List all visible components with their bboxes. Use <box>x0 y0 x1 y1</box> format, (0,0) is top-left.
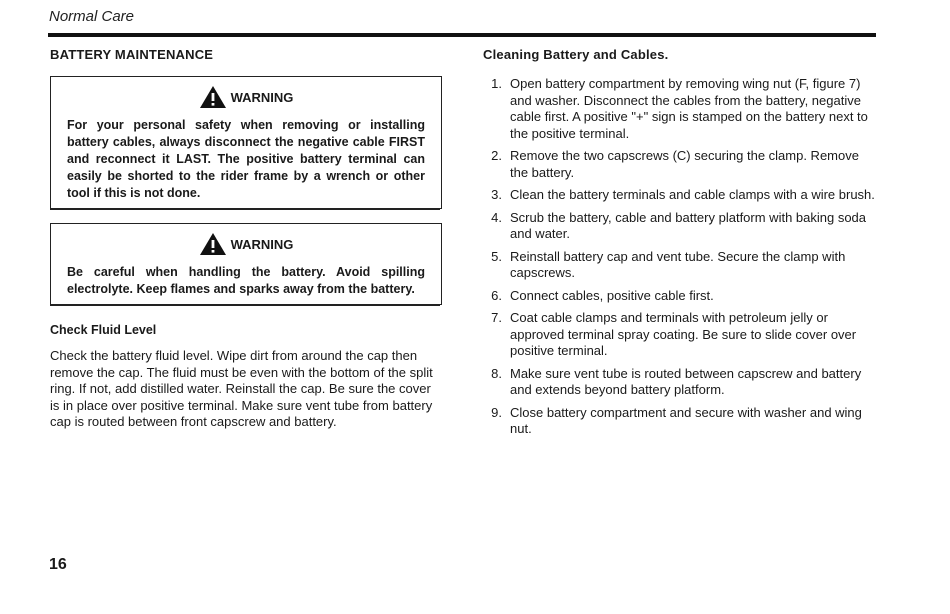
step-number: 2. <box>491 148 502 163</box>
list-item <box>483 148 877 181</box>
list-item <box>483 249 877 282</box>
warning-triangle-icon <box>199 232 227 256</box>
page-number: 16 <box>49 556 67 573</box>
left-column <box>50 47 442 431</box>
page-section-title: Normal Care <box>49 8 135 25</box>
step-text: Remove the two capscrews (C) securing the clamp. Remove the battery. <box>510 148 859 180</box>
check-fluid-level-heading: Check Fluid Level <box>50 323 157 337</box>
step-number: 5. <box>491 248 502 264</box>
step-number: 9. <box>491 404 502 420</box>
list-item <box>483 210 877 243</box>
warning-box-electrolyte <box>50 223 442 305</box>
header-rule <box>48 33 876 37</box>
step-number: 7. <box>491 310 502 325</box>
step-text: Reinstall battery cap and vent tube. Secure the clamp with capscrews. <box>510 248 846 280</box>
battery-maintenance-heading: BATTERY MAINTENANCE <box>50 47 214 62</box>
step-text: Connect cables, positive cable first. <box>510 287 714 303</box>
list-item <box>483 187 877 204</box>
list-item <box>483 366 877 399</box>
step-text: Coat cable clamps and terminals with petroleum jelly or approved terminal spray coating. Be sure to slide cover over positive terminal. <box>510 310 857 358</box>
warning-header <box>67 232 425 256</box>
list-item <box>483 405 877 438</box>
cleaning-heading: Cleaning Battery and Cables. <box>483 47 669 62</box>
step-text: Close battery compartment and secure with washer and wing nut. <box>510 404 862 436</box>
warning-text: For your personal safety when removing or installing battery cables, always disconnect the negative cable FIRST and reconnect it LAST. The positive battery terminal can easily be shorted to the rider frame by a wrench or other tool if this is not done. <box>67 118 425 200</box>
check-fluid-level-text: Check the battery fluid level. Wipe dirt from around the cap then remove the cap. The fluid must be even with the bottom of the split ring. If not, add distilled water. Reinstall the cap. Be sure the cover is in place over positive terminal. Make sure vent tube from battery cap is routed between front capscrew and battery. <box>50 348 433 429</box>
cleaning-steps-list <box>483 76 877 438</box>
warning-box-cables <box>50 76 442 209</box>
step-number: 4. <box>491 209 502 225</box>
warning-header <box>67 85 425 109</box>
step-number: 1. <box>491 76 502 91</box>
list-item <box>483 288 877 305</box>
warning-label: WARNING <box>230 236 294 252</box>
step-text: Scrub the battery, cable and battery platform with baking soda and water. <box>510 209 867 241</box>
warning-label: WARNING <box>230 89 294 105</box>
step-text: Open battery compartment by removing wing nut (F, figure 7) and washer. Disconnect the cables from the battery, negative cable first. A positive "+" sign is stamped on the battery next to the positive terminal. <box>510 76 868 141</box>
step-number: 6. <box>491 287 502 303</box>
step-text: Clean the battery terminals and cable clamps with a wire brush. <box>510 187 875 202</box>
list-item <box>483 76 877 142</box>
right-column <box>483 47 877 444</box>
step-number: 8. <box>491 365 502 381</box>
step-number: 3. <box>491 187 502 202</box>
step-text: Make sure vent tube is routed between capscrew and battery and extends beyond battery platform. <box>510 365 862 397</box>
list-item <box>483 310 877 360</box>
warning-text: Be careful when handling the battery. Avoid spilling electrolyte. Keep flames and sparks away from the battery. <box>67 265 425 296</box>
warning-triangle-icon <box>199 85 227 109</box>
